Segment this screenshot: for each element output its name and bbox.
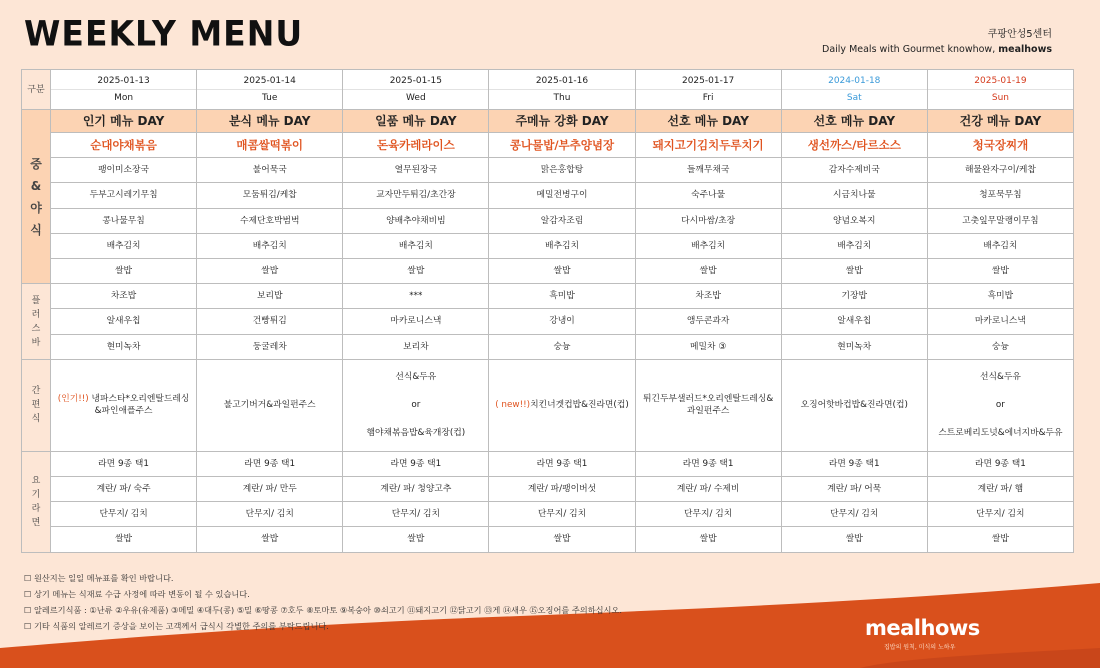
day-theme: 주메뉴 강화 DAY (489, 110, 635, 133)
simple-meal-text: 오징어핫바컵밥&진라면(컵) (800, 400, 908, 411)
menu-item: 배추김치 (197, 233, 343, 258)
menu-item: 쌀밥 (489, 527, 635, 552)
menu-item: 콩나물무침 (51, 208, 197, 233)
note-line: ☐ 원산지는 일일 메뉴표를 확인 바랍니다. (24, 573, 174, 583)
menu-item: 쌀밥 (635, 259, 781, 284)
simple-meal-line: 선식&두유 (979, 372, 1021, 383)
new-badge: ( new!!) (495, 400, 531, 411)
menu-item: 알새우칩 (51, 309, 197, 334)
menu-item: 계란/ 파/ 청양고추 (343, 477, 489, 502)
menu-item: 앵두콘과자 (635, 309, 781, 334)
day-name: Fri (702, 93, 714, 103)
simple-meal-text: 냉파스타*오리엔탈드레싱&파인애플주스 (91, 394, 190, 417)
header-row (22, 70, 1074, 110)
menu-item: 쌀밥 (343, 527, 489, 552)
menu-item: 해물완자구이/케찹 (927, 158, 1073, 183)
menu-item: 기장밥 (781, 284, 927, 309)
menu-item: 양배추야채비빔 (343, 208, 489, 233)
menu-item: 알감자조림 (489, 208, 635, 233)
corner-label: 구분 (22, 70, 51, 110)
menu-item: 쌀밥 (197, 259, 343, 284)
section-label: 요 기 라 면 (22, 451, 51, 552)
tagline (822, 44, 1052, 55)
day-date: 2025-01-16 (489, 73, 634, 90)
menu-item: 숭늉 (927, 334, 1073, 359)
day-theme: 건강 메뉴 DAY (927, 110, 1073, 133)
day-header (781, 70, 927, 110)
menu-item: 콩나물밥/부추양념장 (489, 133, 635, 158)
menu-item: 열무된장국 (343, 158, 489, 183)
note-line: ☐ 기타 식품의 알레르기 증상을 보이는 고객께서 급식시 각별한 주의를 부탁드립니다. (24, 621, 329, 631)
menu-item: 보리밥 (197, 284, 343, 309)
menu-item: 라면 9종 택1 (781, 451, 927, 476)
menu-item: 맑은홍합탕 (489, 158, 635, 183)
menu-item: 돈육카레라이스 (343, 133, 489, 158)
tagline-prefix: Daily Meals with Gourmet knowhow, (822, 44, 996, 55)
note-line: ☐ 알레르기식품 : ①난류 ②우유(유제품) ③메밀 ④대두(콩) ⑤밀 ⑥땅콩 ⑦호두 ⑧토마토 ⑨복숭아 ⑩쇠고기 ⑪돼지고기 ⑫닭고기 ⑬게 ⑭새우 ⑮오징어를 주의하십시오. (24, 605, 622, 615)
menu-row (22, 284, 1074, 309)
menu-item: 배추김치 (781, 233, 927, 258)
simple-meal-line: 스트로베리도넛&에너지바&두유 (938, 428, 1063, 439)
menu-row (22, 334, 1074, 359)
menu-item: 청국장찌개 (927, 133, 1073, 158)
day-header (635, 70, 781, 110)
menu-item: 숙주나물 (635, 183, 781, 208)
section-label-main: 중 & 야 식 (22, 110, 51, 284)
menu-item: 라면 9종 택1 (51, 451, 197, 476)
tagline-brand: mealhows (998, 44, 1052, 55)
menu-item: 쌀밥 (51, 527, 197, 552)
simple-meal-cell (489, 359, 635, 451)
day-theme: 일품 메뉴 DAY (343, 110, 489, 133)
menu-item: 쌀밥 (51, 259, 197, 284)
simple-meal-text: 튀긴두부샐러드*오리엔탈드레싱&과일펀주스 (643, 394, 774, 417)
center-name: 쿠팡안성5센터 (987, 29, 1052, 40)
day-name: Sat (846, 93, 862, 103)
menu-item: 숭늉 (489, 334, 635, 359)
menu-item: 단무지/ 김치 (51, 502, 197, 527)
menu-row (22, 309, 1074, 334)
menu-item: 라면 9종 택1 (927, 451, 1073, 476)
simple-meal-line: 햄야채볶음밥&육개장(컵) (366, 428, 466, 439)
day-header (343, 70, 489, 110)
simple-meal-cell (51, 359, 197, 451)
day-name: Wed (406, 93, 426, 103)
weekly-menu-table (21, 69, 1074, 553)
menu-item: 건빵튀김 (197, 309, 343, 334)
simple-meal-text: 치킨너겟컵밥&진라면(컵) (530, 400, 629, 411)
menu-item: 차조밥 (635, 284, 781, 309)
day-theme: 선호 메뉴 DAY (635, 110, 781, 133)
menu-item: 고춧잎무말랭이무침 (927, 208, 1073, 233)
menu-item: 배추김치 (51, 233, 197, 258)
simple-meal-row (22, 359, 1074, 451)
day-date: 2025-01-15 (343, 73, 488, 90)
page-title: WEEKLY MENU (24, 13, 304, 54)
day-theme: 분식 메뉴 DAY (197, 110, 343, 133)
menu-item: 메밀전병구이 (489, 183, 635, 208)
simple-meal-cell (197, 359, 343, 451)
menu-item: 순대야채볶음 (51, 133, 197, 158)
day-header (927, 70, 1073, 110)
menu-item: 차조밥 (51, 284, 197, 309)
day-name: Tue (262, 93, 278, 103)
menu-item: 두부고시레기무침 (51, 183, 197, 208)
simple-meal-line: 선식&두유 (395, 372, 437, 383)
menu-row (22, 527, 1074, 552)
menu-item: 다시마쌈/초장 (635, 208, 781, 233)
menu-item: 현미녹차 (781, 334, 927, 359)
menu-item: 라면 9종 택1 (489, 451, 635, 476)
simple-meal-cell (343, 359, 489, 451)
menu-row (22, 133, 1074, 158)
menu-item: 배추김치 (927, 233, 1073, 258)
menu-item: 흑미밥 (489, 284, 635, 309)
menu-item: 배추김치 (343, 233, 489, 258)
menu-item: 청포묵무침 (927, 183, 1073, 208)
menu-item: 불어묵국 (197, 158, 343, 183)
day-name: Sun (991, 93, 1009, 103)
menu-item: 보리차 (343, 334, 489, 359)
menu-row (22, 451, 1074, 476)
menu-item: 팽이미소장국 (51, 158, 197, 183)
menu-item: 계란/ 파/ 숙주 (51, 477, 197, 502)
menu-item: 계란/ 파/팽이버섯 (489, 477, 635, 502)
menu-row (22, 158, 1074, 183)
simple-meal-cell (635, 359, 781, 451)
day-date: 2025-01-19 (928, 73, 1073, 90)
menu-item: 라면 9종 택1 (343, 451, 489, 476)
day-date: 2025-01-17 (636, 73, 781, 90)
menu-item: 배추김치 (635, 233, 781, 258)
menu-item: 단무지/ 김치 (635, 502, 781, 527)
menu-item: 쌀밥 (197, 527, 343, 552)
menu-item: 쌀밥 (781, 527, 927, 552)
day-header (51, 70, 197, 110)
menu-item: 알새우칩 (781, 309, 927, 334)
menu-item: 배추김치 (489, 233, 635, 258)
menu-item: 단무지/ 김치 (927, 502, 1073, 527)
note-line: ☐ 상기 메뉴는 식재료 수급 사정에 따라 변동이 될 수 있습니다. (24, 589, 250, 599)
menu-item: 단무지/ 김치 (197, 502, 343, 527)
menu-item: 쌀밥 (927, 527, 1073, 552)
menu-row (22, 208, 1074, 233)
menu-item: *** (343, 284, 489, 309)
menu-item: 흑미밥 (927, 284, 1073, 309)
mealhows-logo: mealhows (865, 616, 980, 640)
menu-item: 계란/ 파/ 어묵 (781, 477, 927, 502)
menu-item: 감자수제비국 (781, 158, 927, 183)
menu-item: 단무지/ 김치 (781, 502, 927, 527)
menu-item: 시금치나물 (781, 183, 927, 208)
day-date: 2025-01-14 (197, 73, 342, 90)
day-name: Thu (553, 93, 571, 103)
simple-meal-line: or (995, 400, 1005, 411)
menu-row (22, 477, 1074, 502)
menu-row (22, 259, 1074, 284)
day-header (489, 70, 635, 110)
menu-row (22, 502, 1074, 527)
menu-item: 쌀밥 (489, 259, 635, 284)
menu-item: 교자만두튀김/초간장 (343, 183, 489, 208)
day-name: Mon (114, 93, 134, 103)
menu-item: 쌀밥 (343, 259, 489, 284)
simple-meal-text: 불고기버거&과일펀주스 (223, 400, 316, 411)
day-header (197, 70, 343, 110)
menu-item: 생선까스/타르소스 (781, 133, 927, 158)
simple-meal-cell (927, 359, 1073, 451)
menu-item: 계란/ 파/ 햄 (927, 477, 1073, 502)
day-date: 2024-01-18 (782, 73, 927, 90)
menu-item: 쌀밥 (927, 259, 1073, 284)
menu-item: 매콤쌀떡볶이 (197, 133, 343, 158)
new-badge: (인기!!) (57, 394, 92, 405)
simple-meal-cell (781, 359, 927, 451)
menu-item: 쌀밥 (781, 259, 927, 284)
section-label: 플 러 스 바 (22, 284, 51, 360)
menu-item: 쌀밥 (635, 527, 781, 552)
menu-item: 마카로니스낵 (343, 309, 489, 334)
menu-item: 계란/ 파/ 만두 (197, 477, 343, 502)
menu-item: 마카로니스낵 (927, 309, 1073, 334)
day-theme: 선호 메뉴 DAY (781, 110, 927, 133)
menu-item: 들깨무채국 (635, 158, 781, 183)
menu-item: 모둠튀김/케찹 (197, 183, 343, 208)
menu-item: 메밀차 ③ (635, 334, 781, 359)
menu-item: 현미녹차 (51, 334, 197, 359)
menu-item: 단무지/ 김치 (343, 502, 489, 527)
menu-item: 계란/ 파/ 수제비 (635, 477, 781, 502)
menu-item: 수제단호박범벅 (197, 208, 343, 233)
menu-item: 단무지/ 김치 (489, 502, 635, 527)
logo-subtitle: 집밥의 원칙, 미식의 노하우 (884, 644, 956, 651)
menu-item: 라면 9종 택1 (635, 451, 781, 476)
menu-row (22, 183, 1074, 208)
day-theme: 인기 메뉴 DAY (51, 110, 197, 133)
menu-item: 돼지고기김치두루치기 (635, 133, 781, 158)
menu-row (22, 233, 1074, 258)
day-date: 2025-01-13 (51, 73, 196, 90)
menu-item: 양념오복지 (781, 208, 927, 233)
section-label: 간 편 식 (22, 359, 51, 451)
simple-meal-line: or (411, 400, 421, 411)
theme-row (22, 110, 1074, 133)
menu-item: 라면 9종 택1 (197, 451, 343, 476)
menu-item: 강냉이 (489, 309, 635, 334)
menu-item: 둥굴레차 (197, 334, 343, 359)
